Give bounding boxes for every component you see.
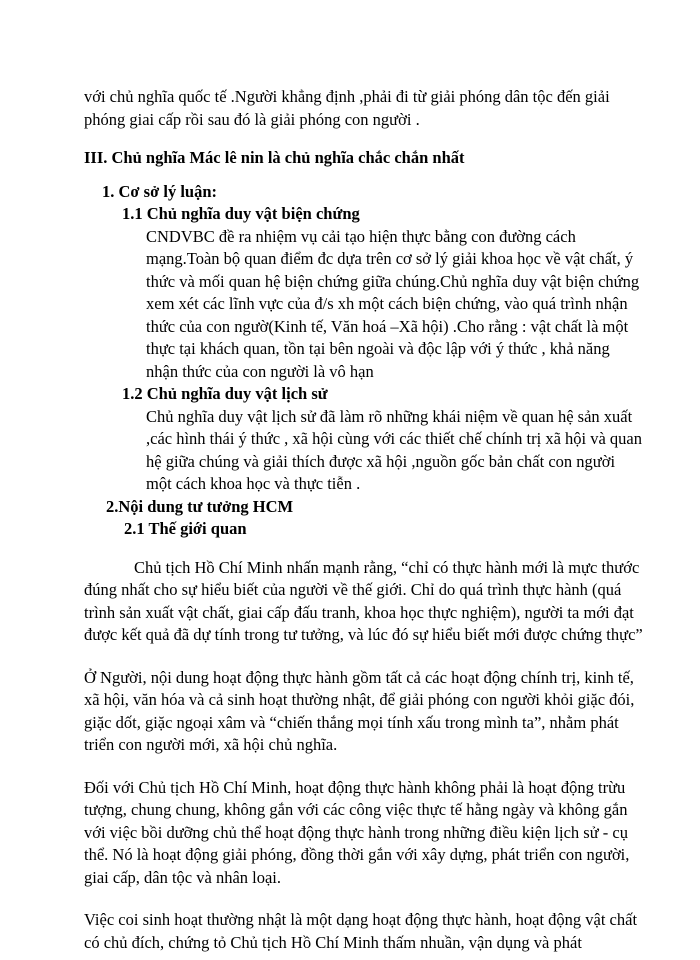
item-2-1-heading: 2.1 Thế giới quan bbox=[124, 519, 247, 538]
hcm-practice-paragraph: Đối với Chủ tịch Hồ Chí Minh, hoạt động thực hành không phải là hoạt động trừu tượng, chung chung, không gắn với các công việc thực tế hằng ngày và không gắn với việc bồi dưỡng chủ thể hoạt động thực hành trong những điều kiện lịch sử - cụ thể. Nó là hoạt động giải phóng, đồng thời gắn với xây dựng, phát triển con người, giai cấp, dân tộc và nhân loại. bbox=[84, 777, 630, 887]
item-1-1-heading: 1.1 Chủ nghĩa duy vật biện chứng bbox=[122, 204, 360, 223]
item-1-2-heading: 1.2 Chủ nghĩa duy vật lịch sử bbox=[122, 384, 328, 403]
intro-paragraph: với chủ nghĩa quốc tế .Người khẳng định ,phải đi từ giải phóng dân tộc đến giải phóng giai cấp rồi sau đó là giải phóng con người . bbox=[84, 87, 610, 129]
item-1-1-body: CNDVBC đề ra nhiệm vụ cải tạo hiện thực bằng con đường cách mạng.Toàn bộ quan điểm đc dựa trên cơ sở lý giải khoa học về vật chất, ý thức và mối quan hệ biện chứng giữa chúng.Chủ nghĩa duy vật biện chứng xem xét các lĩnh vực của đ/s xh một cách biện chứng, vào quá trình nhận thức của con ngườ(Kinh tế, Văn hoá –Xã hội) .Cho rằng : vật chất là một thực tại khách quan, tồn tại bên ngoài và độc lập với ý thức , khả năng nhận thức của con người là vô hạn bbox=[146, 226, 640, 381]
section-3-heading: III. Chủ nghĩa Mác lê nin là chủ nghĩa chắc chắn nhất bbox=[84, 148, 465, 167]
daily-life-paragraph: Việc coi sinh hoạt thường nhật là một dạng hoạt động thực hành, hoạt động vật chất có chủ đích, chứng tỏ Chủ tịch Hồ Chí Minh thấm nhuần, vận dụng và phát bbox=[84, 910, 638, 952]
practice-paragraph: Ở Người, nội dung hoạt động thực hành gồm tất cả các hoạt động chính trị, kinh tế, xã hội, văn hóa và cả sinh hoạt thường nhật, để giải phóng con người khỏi giặc đói, giặc dốt, giặc ngoại xâm và “chiến thắng mọi tính xấu trong mình ta”, nhằm phát triển con người mới, xã hội chủ nghĩa. bbox=[84, 667, 635, 754]
item-2-heading: 2.Nội dung tư tưởng HCM bbox=[106, 496, 294, 516]
document-page bbox=[84, 86, 644, 954]
item-1-2-body: Chủ nghĩa duy vật lịch sử đã làm rõ những khái niệm về quan hệ sản xuất ,các hình thái ý thức , xã hội cùng với các thiết chế chính trị xã hội và quan hệ giữa chúng và giải thích được xã hội ,nguồn gốc bản chất con người một cách khoa học và thực tiễn . bbox=[146, 406, 643, 493]
quote-paragraph: Chủ tịch Hồ Chí Minh nhấn mạnh rằng, “chỉ có thực hành mới là mực thước đúng nhất cho sự hiểu biết của người về thế giới. Chỉ do quá trình thực hành (quá trình sản xuất vật chất, giai cấp đấu tranh, khoa học thực nghiệm), người ta mới đạt được kết quả đã dự tính trong tư tưởng, và lúc đó sự hiểu biết mới được chứng thực” bbox=[84, 557, 643, 644]
item-1-heading: 1. Cơ sở lý luận: bbox=[102, 181, 218, 201]
